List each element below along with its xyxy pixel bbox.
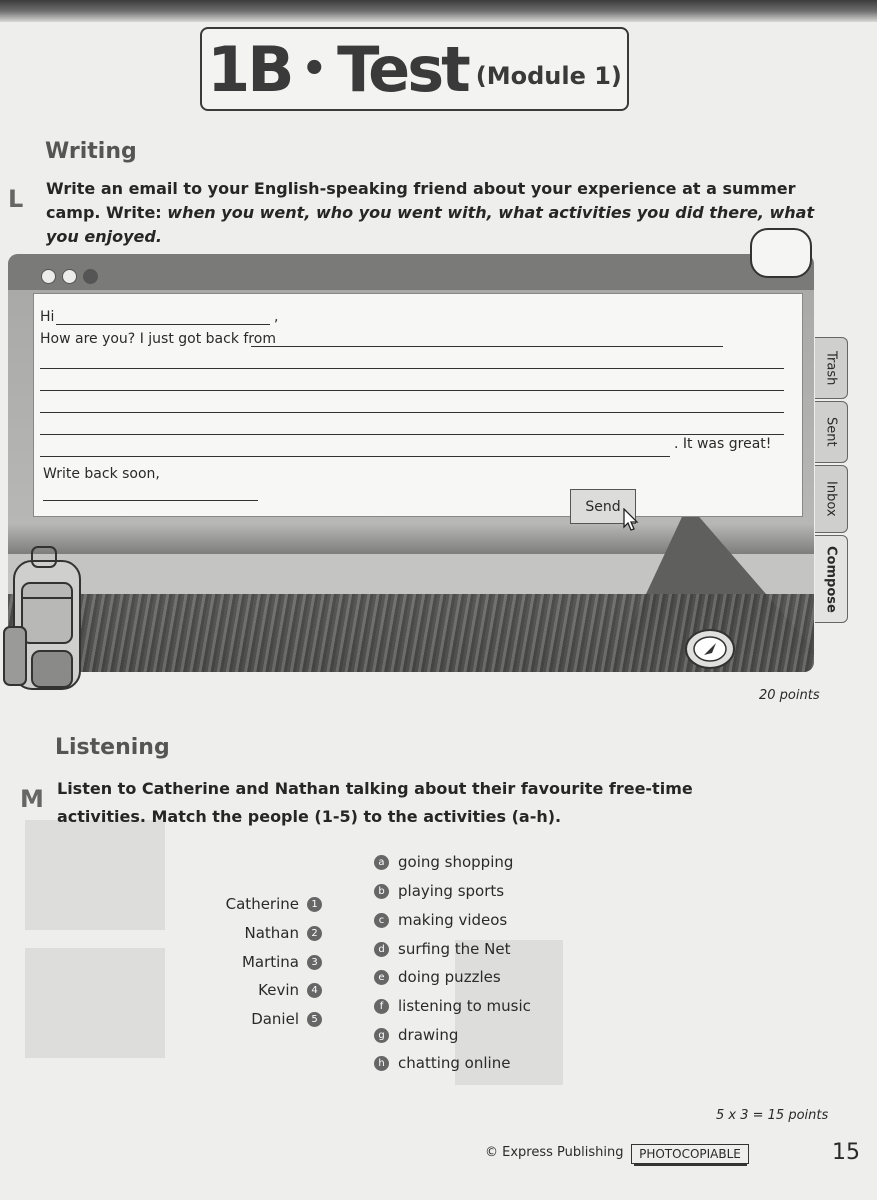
task-letter-l: L <box>8 185 24 213</box>
test-title-box <box>200 27 629 111</box>
tab-trash-label: Trash <box>823 350 839 386</box>
window-dot-3 <box>83 269 98 284</box>
listening-heading: Listening <box>55 735 170 760</box>
tab-sent[interactable] <box>815 401 848 463</box>
page-number: 15 <box>832 1140 860 1165</box>
person-item <box>226 895 322 913</box>
speech-bubble-icon <box>750 228 812 278</box>
activity-letter: b <box>374 884 389 899</box>
writing-heading: Writing <box>45 139 137 164</box>
email-compose-area[interactable] <box>33 293 803 517</box>
mouse-pointer-icon <box>622 508 640 532</box>
backpack-icon <box>2 543 92 695</box>
photocopiable-underline <box>634 1163 747 1166</box>
activity-letter: a <box>374 855 389 870</box>
window-dot-2 <box>62 269 77 284</box>
show-through-image <box>25 820 165 930</box>
photocopiable-label: PHOTOCOPIABLE <box>631 1144 749 1164</box>
signature-line[interactable] <box>43 500 258 501</box>
activity-text: going shopping <box>398 853 514 871</box>
activity-item <box>374 853 513 871</box>
activity-letter: c <box>374 913 389 928</box>
publisher-credit: © Express Publishing <box>485 1145 624 1160</box>
person-number: 2 <box>307 926 322 941</box>
person-name: Nathan <box>244 924 299 942</box>
activity-item <box>374 940 510 958</box>
title-module: (Module 1) <box>475 62 622 90</box>
activity-letter: f <box>374 999 389 1014</box>
activity-letter: g <box>374 1028 389 1043</box>
listening-points: 5 x 3 = 15 points <box>716 1108 829 1123</box>
activity-text: surfing the Net <box>398 940 511 958</box>
activity-item <box>374 1026 458 1044</box>
activity-item <box>374 882 504 900</box>
person-name: Kevin <box>258 981 299 999</box>
title-word: Test <box>337 32 468 106</box>
activity-item <box>374 997 531 1015</box>
activity-letter: d <box>374 942 389 957</box>
answer-line[interactable] <box>40 434 784 435</box>
person-name: Catherine <box>225 895 299 913</box>
email-greeting: Hi <box>40 309 55 325</box>
activity-letter: h <box>374 1056 389 1071</box>
person-item <box>245 924 323 942</box>
activity-item <box>374 911 507 929</box>
email-line-great: . It was great! <box>674 436 772 452</box>
person-name: Martina <box>241 953 299 971</box>
send-button[interactable]: Send <box>570 489 636 524</box>
instruction-main: Write an email to your English-speaking friend about your experience at a summer camp. Write: <box>46 179 796 222</box>
title-code: 1B <box>207 32 292 106</box>
activity-text: chatting online <box>398 1054 511 1072</box>
person-number: 4 <box>307 983 322 998</box>
activity-text: doing puzzles <box>398 968 501 986</box>
instruction-detail: when you went, who you went with, what activities you did there, what you enjoyed. <box>46 203 815 246</box>
page-top-shadow <box>0 0 877 22</box>
activity-item <box>374 1054 510 1072</box>
listening-instruction: Listen to Catherine and Nathan talking about their favourite free-time activities. Match the people (1-5) to the activities (a-h). <box>57 779 693 826</box>
name-blank[interactable] <box>56 324 270 325</box>
person-item <box>258 981 322 999</box>
writing-instruction <box>46 177 816 249</box>
tab-trash[interactable] <box>815 337 848 399</box>
activity-letter: e <box>374 970 389 985</box>
title-separator: • <box>301 46 328 92</box>
activity-text: making videos <box>398 911 508 929</box>
email-signoff: Write back soon, <box>43 466 160 482</box>
activity-text: listening to music <box>398 997 531 1015</box>
tab-compose-label: Compose <box>823 545 839 613</box>
activity-item <box>374 968 501 986</box>
person-number: 3 <box>307 955 322 970</box>
person-name: Daniel <box>251 1010 299 1028</box>
window-dot-1 <box>41 269 56 284</box>
task-letter-m: M <box>20 785 44 813</box>
window-titlebar <box>8 254 814 290</box>
show-through-image <box>25 948 165 1058</box>
answer-line[interactable] <box>40 412 784 413</box>
answer-line[interactable] <box>40 456 670 457</box>
activity-text: drawing <box>398 1026 459 1044</box>
tab-sent-label: Sent <box>823 417 839 447</box>
answer-line[interactable] <box>251 346 723 347</box>
person-item <box>251 1010 322 1028</box>
email-line-2: How are you? I just got back from <box>40 331 276 347</box>
tab-inbox-label: Inbox <box>823 481 839 517</box>
greeting-comma: , <box>274 309 279 325</box>
activity-text: playing sports <box>398 882 505 900</box>
tab-compose[interactable] <box>815 535 848 623</box>
writing-points: 20 points <box>759 688 820 703</box>
compass-icon <box>684 625 736 671</box>
answer-line[interactable] <box>40 368 784 369</box>
person-item <box>242 953 322 971</box>
person-number: 5 <box>307 1012 322 1027</box>
tab-inbox[interactable] <box>815 465 848 533</box>
person-number: 1 <box>307 897 322 912</box>
answer-line[interactable] <box>40 390 784 391</box>
